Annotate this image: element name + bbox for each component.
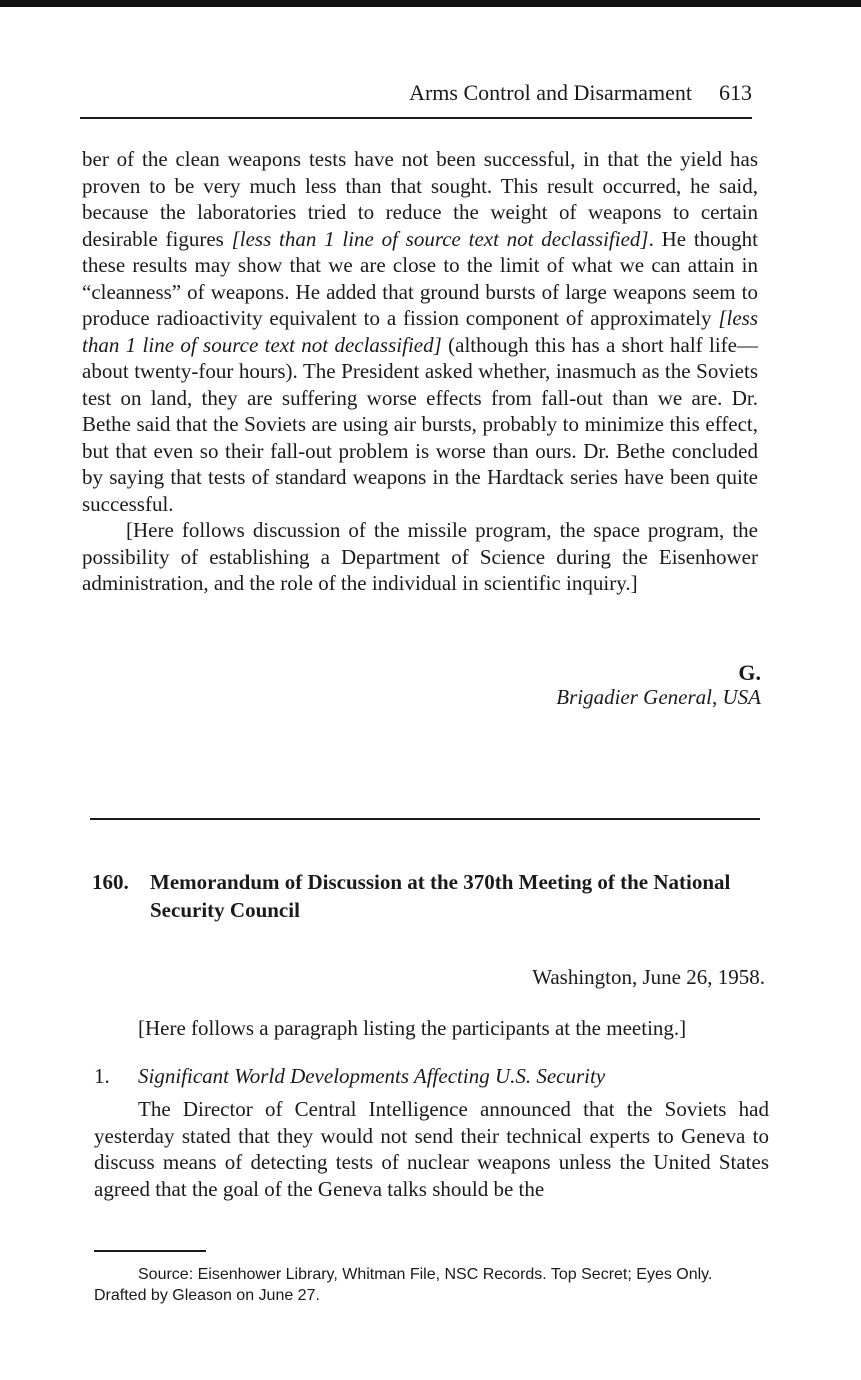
section-divider [90,818,760,820]
participants-note: [Here follows a paragraph listing the participants at the meeting.] [138,1016,687,1040]
signature-title: Brigadier General, USA [556,685,761,709]
text-run: ber of the clean weapons tests have not been successful, in that the yield has proven to be very much less than that sought. This result occurred, he said, because the laboratories tried to reduce the weight of weapons to certain desirable figures [82,147,758,251]
agenda-item-heading [94,1064,605,1089]
document-heading [92,868,732,924]
agenda-item-number: 1. [94,1064,110,1088]
footnote [94,1264,769,1306]
dateline: Washington, June 26, 1958. [532,965,765,989]
paragraph: The Director of Central Intelligence announced that the Soviets had yesterday stated that they would not send their technical experts to Geneva to discuss means of detecting tests of nuclear weapons unless the United States agreed that the goal of the Geneva talks should be the [94,1097,769,1201]
signature-initial: G. [738,660,761,685]
footnote-text: Source: Eisenhower Library, Whitman File, NSC Records. Top Secret; Eyes Only. Drafted by Gleason on June 27. [94,1266,713,1304]
agenda-item-title: Significant World Developments Affecting U.S. Security [138,1064,606,1088]
declassification-note: [less than 1 line of source text not declassified] [231,226,649,251]
text-run: (although this has a short half life—about twenty-four hours). The President asked whether, inasmuch as the Soviets test on land, they are suffering worse effects from fall-out than we are. Dr. Bethe said that the Soviets are using air bursts, probably to minimize this effect, but that even so their fall-out problem is worse than ours. Dr. Bethe concluded by saying that tests of standard weapons in the Hardtack series have been quite successful. [82,332,758,516]
footnote-rule [94,1250,206,1252]
header-rule [80,117,752,119]
continuation-text [82,146,758,597]
paragraph: [Here follows discussion of the missile program, the space program, the possibility of establishing a Department of Science during the Eisenhower administration, and the role of the individual in scientific inquiry.] [82,518,758,595]
agenda-item-text [94,1096,769,1202]
paragraph [82,146,758,517]
scan-top-edge [0,0,861,7]
page-number: 613 [719,80,752,105]
running-head [82,80,752,110]
text-run: . He thought these results may show that we are close to the limit of what we can attain in “cleanness” of weapons. He added that ground bursts of large weapons seem to produce radioactivity equivalent to a fission component of approximately [82,226,758,330]
document-number: 160. [92,870,129,894]
declassification-note: [less than 1 line of source text not declassified] [82,306,758,357]
document-title: Memorandum of Discussion at the 370th Meeting of the National Security Council [150,870,731,922]
running-title: Arms Control and Disarmament [409,80,692,105]
